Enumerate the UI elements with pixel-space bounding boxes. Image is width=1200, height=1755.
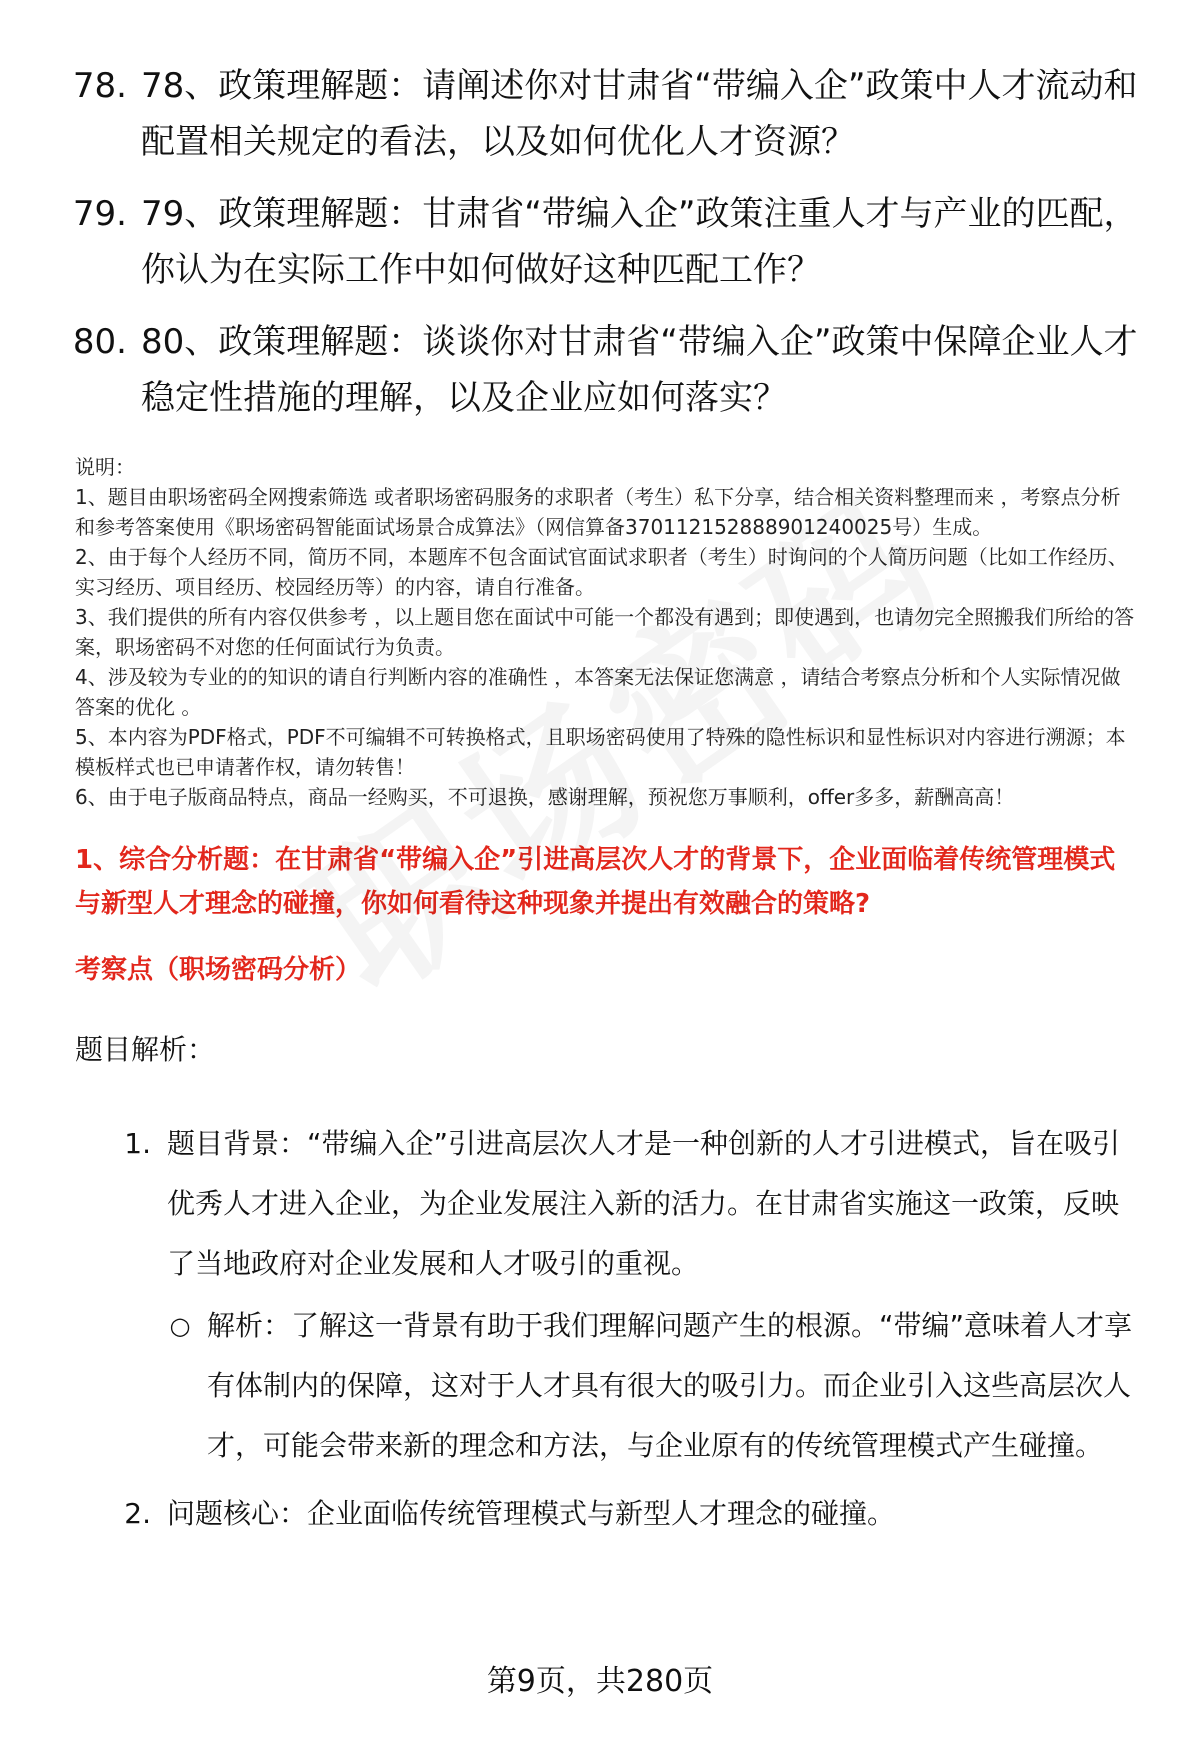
page-footer: 第9页，共280页 (486, 1664, 714, 1699)
question-text: 78、政策理解题：请阐述你对甘肃省“带编入企”政策中人才流动和配置相关规定的看法，以及如何优化人才资源？ (141, 66, 1138, 162)
list-item (55, 1484, 1140, 1544)
sub-analysis-text: 解析：了解这一背景有助于我们理解问题产生的根源。“带编”意味着人才享有体制内的保障，这对于人才具有很大的吸引力。而企业引入这些高层次人才，可能会带来新的理念和方法，与企业原有的传统管理模式产生碰撞。 (207, 1309, 1133, 1462)
analysis-number: 1. (124, 1127, 151, 1160)
question-number: 80. (72, 322, 127, 362)
sub-list-item (55, 1296, 1140, 1476)
analysis-text: 问题核心：企业面临传统管理模式与新型人才理念的碰撞。 (167, 1497, 896, 1530)
note-item: 5、本内容为PDF格式，PDF不可编辑不可转换格式，且职场密码使用了特殊的隐性标识和显性标识对内容进行溯源；本模板样式也已申请著作权，请勿转售！ (75, 725, 1126, 779)
question-number: 78. (72, 66, 127, 106)
notes-title: 说明： (75, 455, 135, 479)
note-item: 2、由于每个人经历不同，简历不同，本题库不包含面试官面试求职者（考生）时询问的个人简历问题（比如工作经历、实习经历、项目经历、校园经历等）的内容，请自行准备。 (75, 545, 1128, 599)
question-list (55, 58, 1140, 426)
list-item (55, 186, 1140, 298)
note-item: 1、题目由职场密码全网搜索筛选 或者职场密码服务的求职者（考生）私下分享，结合相关资料整理而来 ，考察点分析和参考答案使用《职场密码智能面试场景合成算法》（网信算备370112152888901240025号）生成。 (75, 485, 1121, 539)
list-item (55, 58, 1140, 170)
note-item: 3、我们提供的所有内容仅供参考 ，以上题目您在面试中可能一个都没有遇到；即使遇到，也请勿完全照搬我们所给的答案，职场密码不对您的任何面试行为负责。 (75, 605, 1135, 659)
note-item: 4、涉及较为专业的的知识的请自行判断内容的准确性 ，本答案无法保证您满意 ，请结合考察点分析和个人实际情况做答案的优化 。 (75, 665, 1121, 719)
analysis-list (55, 1114, 1140, 1544)
circle-bullet-icon: ○ (169, 1312, 191, 1340)
question-text: 80、政策理解题：谈谈你对甘肃省“带编入企”政策中保障企业人才稳定性措施的理解，以及企业应如何落实？ (141, 322, 1138, 418)
list-item (55, 1114, 1140, 1294)
note-item: 6、由于电子版商品特点，商品一经购买，不可退换，感谢理解，预祝您万事顺利，offer多多，薪酬高高！ (75, 785, 1015, 809)
question-heading: 1、综合分析题：在甘肃省“带编入企”引进高层次人才的背景下，企业面临着传统管理模式与新型人才理念的碰撞，你如何看待这种现象并提出有效融合的策略? (75, 845, 1116, 919)
notes-section (55, 452, 1140, 812)
analysis-number: 2. (124, 1497, 151, 1530)
list-item (55, 314, 1140, 426)
question-number: 79. (72, 194, 127, 234)
analysis-text: 题目背景：“带编入企”引进高层次人才是一种创新的人才引进模式，旨在吸引优秀人才进入企业，为企业发展注入新的活力。在甘肃省实施这一政策，反映了当地政府对企业发展和人才吸引的重视。 (167, 1127, 1121, 1280)
question-text: 79、政策理解题：甘肃省“带编入企”政策注重人才与产业的匹配，你认为在实际工作中如何做好这种匹配工作？ (141, 194, 1138, 290)
exam-point-heading: 考察点（职场密码分析） (75, 955, 362, 985)
analysis-title: 题目解析： (75, 1033, 216, 1066)
